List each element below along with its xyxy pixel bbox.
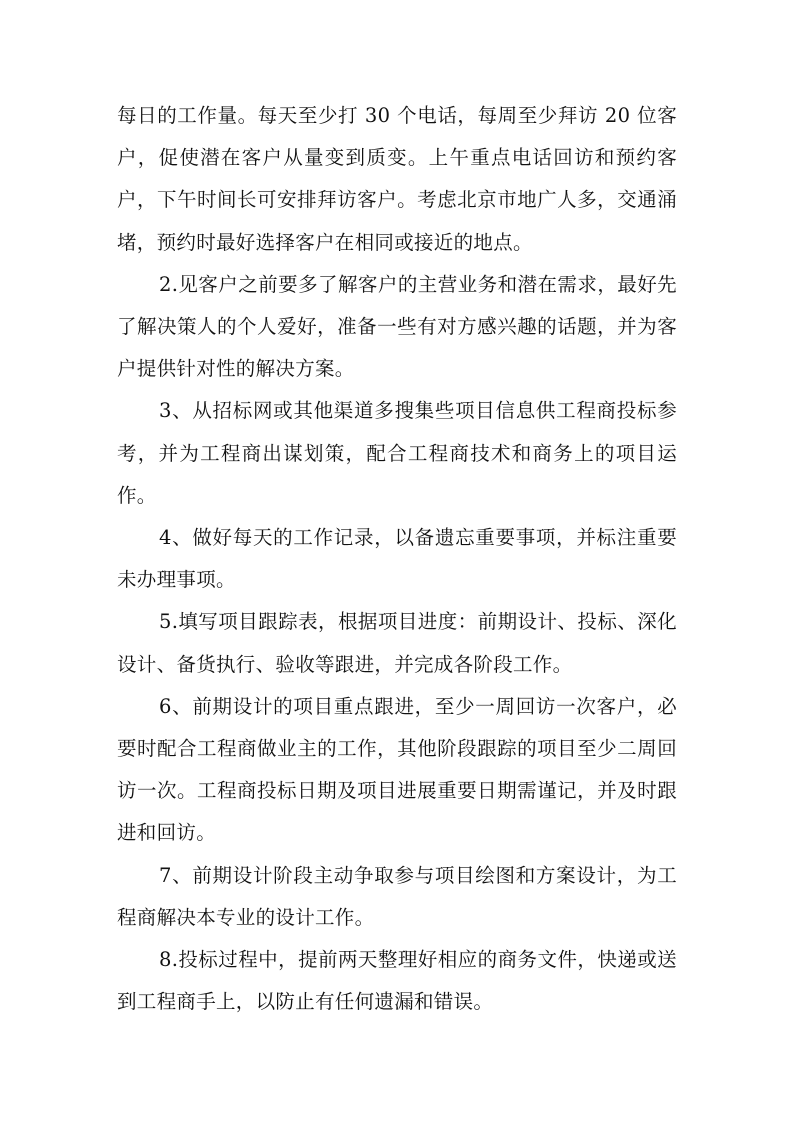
paragraph-item-6: 6、前期设计的项目重点跟进，至少一周回访一次客户，必要时配合工程商做业主的工作，其他阶段跟踪的项目至少二周回访一次。工程商投标日期及项目进展重要日期需谨记，并及时跟进和回访。 xyxy=(117,694,677,845)
paragraph-item-7: 7、前期设计阶段主动争取参与项目绘图和方案设计，为工程商解决本专业的设计工作。 xyxy=(117,863,677,929)
document-body xyxy=(117,95,677,1023)
paragraph-workload: 每日的工作量。每天至少打 30 个电话，每周至少拜访 20 位客户，促使潜在客户从量变到质变。上午重点电话回访和预约客户，下午时间长可安排拜访客户。考虑北京市地广人多，交通涌堵，预约时最好选择客户在相同或接近的地点。 xyxy=(117,104,677,254)
paragraph-item-5: 5.填写项目跟踪表，根据项目进度：前期设计、投标、深化设计、备货执行、验收等跟进，并完成各阶段工作。 xyxy=(117,610,677,676)
paragraph-item-4: 4、做好每天的工作记录，以备遗忘重要事项，并标注重要未办理事项。 xyxy=(117,526,677,592)
paragraph-item-8: 8.投标过程中，提前两天整理好相应的商务文件，快递或送到工程商手上，以防止有任何遗漏和错误。 xyxy=(117,948,677,1014)
paragraph-item-2: 2.见客户之前要多了解客户的主营业务和潜在需求，最好先了解决策人的个人爱好，准备一些有对方感兴趣的话题，并为客户提供针对性的解决方案。 xyxy=(117,272,677,381)
paragraph-item-3: 3、从招标网或其他渠道多搜集些项目信息供工程商投标参考，并为工程商出谋划策，配合工程商技术和商务上的项目运作。 xyxy=(117,399,677,507)
